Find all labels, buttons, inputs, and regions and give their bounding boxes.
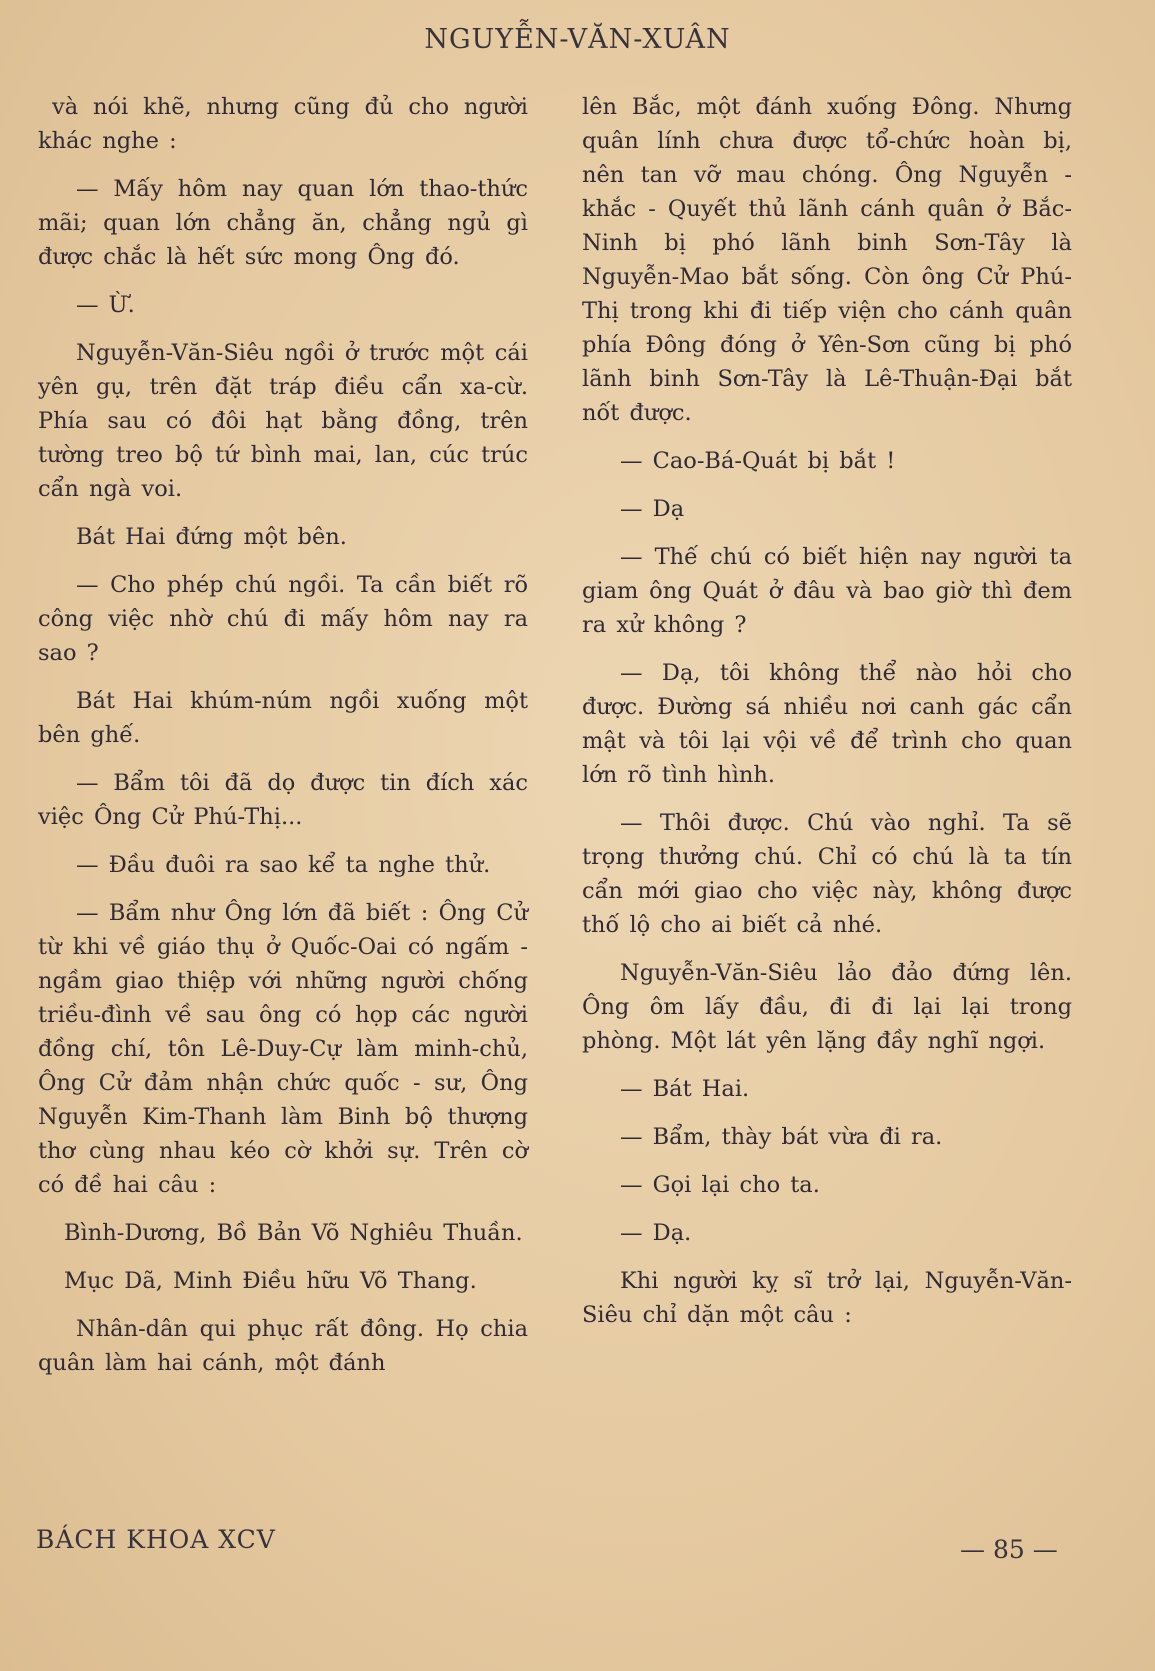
paragraph: — Cho phép chú ngồi. Ta cần biết rõ công việc nhờ chú đi mấy hôm nay ra sao ? (38, 572, 528, 666)
paragraph: — Thế chú có biết hiện nay người ta giam ông Quát ở đâu và bao giờ thì đem ra xử không ? (582, 544, 1072, 638)
running-title: NGUYỄN-VĂN-XUÂN (424, 24, 731, 55)
paragraph: và nói khẽ, nhưng cũng đủ cho người khác nghe : (38, 94, 528, 154)
paragraph: — Bát Hai. (620, 1076, 750, 1102)
paragraph: — Mấy hôm nay quan lớn thao-thức mãi; quan lớn chẳng ăn, chẳng ngủ gì được chắc là hết sức mong Ông đó. (38, 176, 528, 270)
paragraph: Bát Hai đứng một bên. (76, 524, 347, 550)
paragraph: — Dạ. (620, 1220, 692, 1246)
paragraph: — Dạ, tôi không thể nào hỏi cho được. Đường sá nhiều nơi canh gác cẩn mật và tôi lại vội về để trình cho quan lớn rõ tình hình. (582, 660, 1072, 788)
paragraph: — Bẩm, thày bát vừa đi ra. (620, 1124, 943, 1150)
left-column (38, 90, 528, 1394)
paragraph: Nguyễn-Văn-Siêu ngồi ở trước một cái yên gụ, trên đặt tráp điều cẩn xa-cừ. Phía sau có đôi hạt bằng đồng, trên tường treo bộ tứ bình mai, lan, cúc trúc cẩn ngà voi. (38, 340, 528, 502)
paragraph: Bát Hai khúm-núm ngồi xuống một bên ghế. (38, 688, 528, 748)
page-number: — 85 — (960, 1535, 1058, 1564)
paragraph: lên Bắc, một đánh xuống Đông. Nhưng quân lính chưa được tổ-chức hoàn bị, nên tan vỡ mau chóng. Ông Nguyễn - khắc - Quyết thủ lãnh cánh quân ở Bắc-Ninh bị phó lãnh binh Sơn-Tây là Nguyễn-Mao bắt sống. Còn ông Cử Phú-Thị trong khi đi tiếp viện cho cánh quân phía Đông đóng ở Yên-Sơn cũng bị phó lãnh binh Sơn-Tây là Lê-Thuận-Đại bắt nốt được. (582, 94, 1072, 426)
paragraph: Nhân-dân qui phục rất đông. Họ chia quân làm hai cánh, một đánh (38, 1316, 528, 1376)
paragraph: — Gọi lại cho ta. (620, 1172, 820, 1198)
paragraph: Bình-Dương, Bồ Bản Võ Nghiêu Thuần. (64, 1220, 523, 1246)
paragraph: Mục Dã, Minh Điều hữu Võ Thang. (64, 1268, 477, 1294)
paragraph: Nguyễn-Văn-Siêu lảo đảo đứng lên. Ông ôm lấy đầu, đi đi lại lại trong phòng. Một lát yên lặng đầy nghĩ ngợi. (582, 960, 1072, 1054)
paragraph: Khi người kỵ sĩ trở lại, Nguyễn-Văn-Siêu chỉ dặn một câu : (582, 1268, 1072, 1328)
right-column (582, 90, 1072, 1346)
paragraph: — Đầu đuôi ra sao kể ta nghe thử. (76, 852, 491, 878)
magazine-name: BÁCH KHOA XCV (36, 1525, 276, 1554)
paragraph: — Bẩm tôi đã dọ được tin đích xác việc Ông Cử Phú-Thị... (38, 770, 528, 830)
paragraph: — Thôi được. Chú vào nghỉ. Ta sẽ trọng thưởng chú. Chỉ có chú là ta tín cẩn mới giao cho việc này, không được thố lộ cho ai biết cả nhé. (582, 810, 1072, 938)
paragraph: — Bẩm như Ông lớn đã biết : Ông Cử từ khi về giáo thụ ở Quốc-Oai có ngấm - ngầm giao thiệp với những người chống triều-đình về sau ông có họp các người đồng chí, tôn Lê-Duy-Cự làm minh-chủ, Ông Cử đảm nhận chức quốc - sư, Ông Nguyễn Kim-Thanh làm Binh bộ thượng thơ cùng nhau kéo cờ khởi sự. Trên cờ có đề hai câu : (38, 900, 528, 1198)
paragraph: — Ừ. (76, 292, 135, 318)
paragraph: — Dạ (620, 496, 685, 522)
paragraph: — Cao-Bá-Quát bị bắt ! (620, 448, 896, 474)
